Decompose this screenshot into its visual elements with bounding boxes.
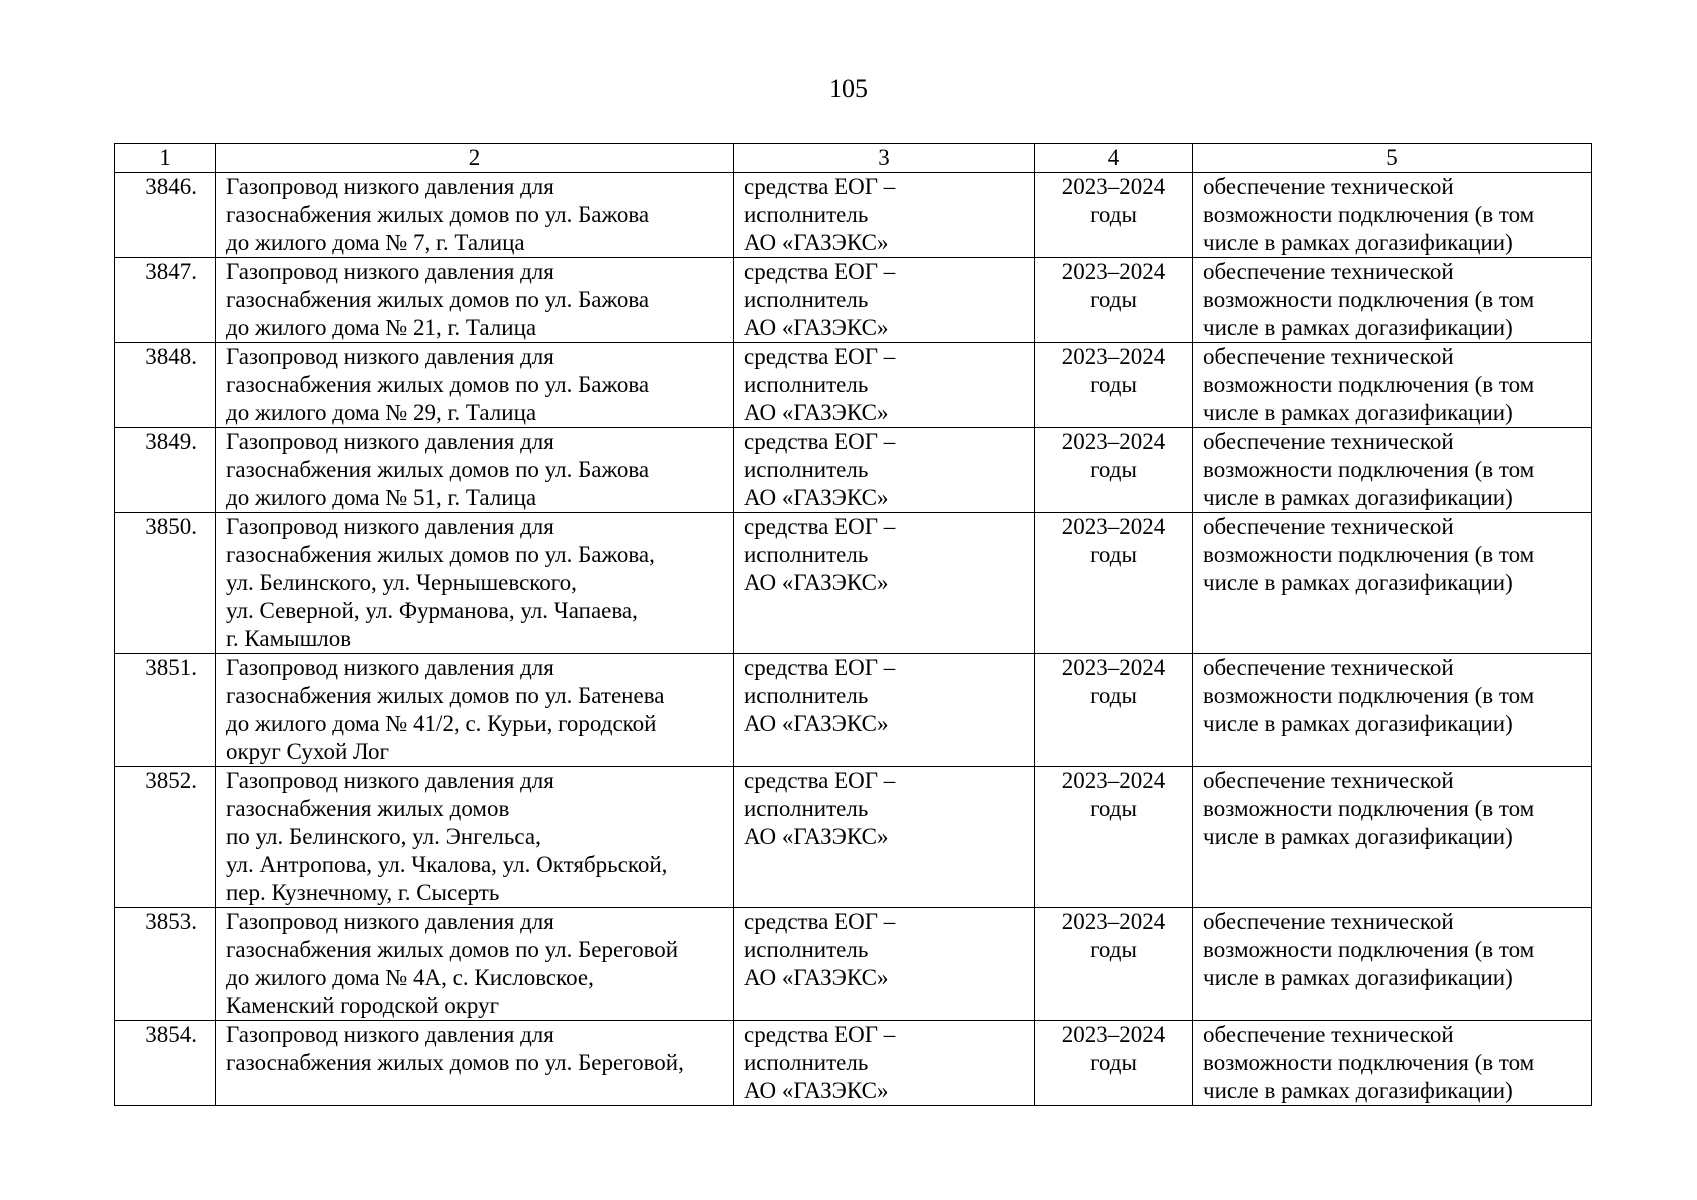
page-number: 105 xyxy=(829,74,868,103)
purpose-line: возможности подключения (в том xyxy=(1203,1050,1535,1075)
purpose-cell xyxy=(1193,767,1592,908)
description-line: газоснабжения жилых домов по ул. Бажова xyxy=(226,287,650,312)
purpose-line: числе в рамках догазификации) xyxy=(1203,230,1513,255)
funding-source-line: АО «ГАЗЭКС» xyxy=(744,230,889,255)
implementation-period-cell xyxy=(1035,343,1193,428)
funding-source-line: средства ЕОГ – xyxy=(744,429,896,454)
table-row xyxy=(115,343,1592,428)
period-line: 2023–2024 xyxy=(1061,259,1166,284)
period-line: 2023–2024 xyxy=(1061,909,1166,934)
funding-source-line: АО «ГАЗЭКС» xyxy=(744,400,889,425)
funding-source-line: средства ЕОГ – xyxy=(744,1022,896,1047)
implementation-period-cell xyxy=(1035,1021,1193,1106)
funding-source-cell xyxy=(734,908,1035,1021)
funding-source-line: исполнитель xyxy=(744,683,869,708)
purpose-line: числе в рамках догазификации) xyxy=(1203,570,1513,595)
funding-source-line: исполнитель xyxy=(744,202,869,227)
implementation-period-cell xyxy=(1035,513,1193,654)
period-line: 2023–2024 xyxy=(1061,1022,1166,1047)
table-row xyxy=(115,1021,1592,1106)
implementation-period-cell xyxy=(1035,654,1193,767)
purpose-line: числе в рамках догазификации) xyxy=(1203,711,1513,736)
period-line: годы xyxy=(1090,1050,1137,1075)
funding-source-cell xyxy=(734,1021,1035,1106)
table-header xyxy=(115,144,1592,173)
description-line: газоснабжения жилых домов по ул. Бажова xyxy=(226,202,650,227)
funding-source-line: исполнитель xyxy=(744,372,869,397)
funding-source-line: исполнитель xyxy=(744,937,869,962)
period-line: годы xyxy=(1090,937,1137,962)
description-line: Газопровод низкого давления для xyxy=(226,259,554,284)
purpose-line: обеспечение технической xyxy=(1203,909,1454,934)
purpose-line: обеспечение технической xyxy=(1203,514,1454,539)
object-description-cell xyxy=(216,343,734,428)
funding-source-line: АО «ГАЗЭКС» xyxy=(744,315,889,340)
purpose-line: обеспечение технической xyxy=(1203,429,1454,454)
funding-source-line: средства ЕОГ – xyxy=(744,514,896,539)
funding-source-line: исполнитель xyxy=(744,1050,869,1075)
description-line: Газопровод низкого давления для xyxy=(226,344,554,369)
purpose-line: обеспечение технической xyxy=(1203,655,1454,680)
funding-source-line: АО «ГАЗЭКС» xyxy=(744,965,889,990)
description-line: Газопровод низкого давления для xyxy=(226,429,554,454)
description-line: до жилого дома № 41/2, с. Курьи, городской xyxy=(226,711,657,736)
period-line: годы xyxy=(1090,202,1137,227)
table-row xyxy=(115,173,1592,258)
gas-pipeline-table xyxy=(114,143,1592,1106)
description-line: по ул. Белинского, ул. Энгельса, xyxy=(226,824,541,849)
object-description-cell xyxy=(216,1021,734,1106)
period-line: 2023–2024 xyxy=(1061,655,1166,680)
table-row xyxy=(115,258,1592,343)
implementation-period-cell xyxy=(1035,258,1193,343)
description-line: округ Сухой Лог xyxy=(226,739,389,764)
purpose-line: обеспечение технической xyxy=(1203,259,1454,284)
purpose-line: числе в рамках догазификации) xyxy=(1203,824,1513,849)
row-number-cell: 3851. xyxy=(115,654,216,767)
header-row xyxy=(115,144,1592,173)
object-description-cell xyxy=(216,908,734,1021)
purpose-cell xyxy=(1193,258,1592,343)
funding-source-line: исполнитель xyxy=(744,287,869,312)
row-number-cell: 3846. xyxy=(115,173,216,258)
period-line: годы xyxy=(1090,457,1137,482)
funding-source-line: АО «ГАЗЭКС» xyxy=(744,1078,889,1103)
funding-source-line: АО «ГАЗЭКС» xyxy=(744,711,889,736)
description-line: пер. Кузнечному, г. Сысерть xyxy=(226,880,500,905)
row-number-cell: 3849. xyxy=(115,428,216,513)
description-line: до жилого дома № 21, г. Талица xyxy=(226,315,537,340)
column-header-5: 5 xyxy=(1193,144,1592,173)
funding-source-line: средства ЕОГ – xyxy=(744,259,896,284)
purpose-line: обеспечение технической xyxy=(1203,768,1454,793)
description-line: ул. Антропова, ул. Чкалова, ул. Октябрьской, xyxy=(226,852,668,877)
description-line: газоснабжения жилых домов по ул. Бажова xyxy=(226,372,650,397)
description-line: ул. Белинского, ул. Чернышевского, xyxy=(226,570,577,595)
funding-source-cell xyxy=(734,513,1035,654)
description-line: Газопровод низкого давления для xyxy=(226,174,554,199)
purpose-line: числе в рамках догазификации) xyxy=(1203,400,1513,425)
purpose-cell xyxy=(1193,1021,1592,1106)
implementation-period-cell xyxy=(1035,767,1193,908)
purpose-line: обеспечение технической xyxy=(1203,1022,1454,1047)
row-number-cell: 3847. xyxy=(115,258,216,343)
description-line: г. Камышлов xyxy=(226,626,352,651)
table-row xyxy=(115,654,1592,767)
funding-source-line: АО «ГАЗЭКС» xyxy=(744,824,889,849)
period-line: годы xyxy=(1090,683,1137,708)
row-number-cell: 3852. xyxy=(115,767,216,908)
funding-source-line: исполнитель xyxy=(744,542,869,567)
description-line: Газопровод низкого давления для xyxy=(226,655,554,680)
description-line: Газопровод низкого давления для xyxy=(226,1022,554,1047)
purpose-line: возможности подключения (в том xyxy=(1203,937,1535,962)
row-number-cell: 3850. xyxy=(115,513,216,654)
description-line: газоснабжения жилых домов по ул. Бажова xyxy=(226,457,650,482)
implementation-period-cell xyxy=(1035,908,1193,1021)
funding-source-cell xyxy=(734,343,1035,428)
description-line: Газопровод низкого давления для xyxy=(226,909,554,934)
implementation-period-cell xyxy=(1035,173,1193,258)
funding-source-line: АО «ГАЗЭКС» xyxy=(744,570,889,595)
description-line: газоснабжения жилых домов по ул. Бажова, xyxy=(226,542,655,567)
row-number-cell: 3853. xyxy=(115,908,216,1021)
funding-source-line: средства ЕОГ – xyxy=(744,909,896,934)
column-header-4: 4 xyxy=(1035,144,1193,173)
description-line: газоснабжения жилых домов по ул. Батенева xyxy=(226,683,665,708)
purpose-cell xyxy=(1193,343,1592,428)
description-line: до жилого дома № 7, г. Талица xyxy=(226,230,525,255)
column-header-2: 2 xyxy=(216,144,734,173)
description-line: газоснабжения жилых домов по ул. Береговой, xyxy=(226,1050,684,1075)
implementation-period-cell xyxy=(1035,428,1193,513)
object-description-cell xyxy=(216,173,734,258)
purpose-line: возможности подключения (в том xyxy=(1203,372,1535,397)
purpose-line: числе в рамках догазификации) xyxy=(1203,485,1513,510)
description-line: газоснабжения жилых домов xyxy=(226,796,510,821)
description-line: газоснабжения жилых домов по ул. Береговой xyxy=(226,937,679,962)
object-description-cell xyxy=(216,513,734,654)
purpose-line: возможности подключения (в том xyxy=(1203,796,1535,821)
funding-source-line: исполнитель xyxy=(744,457,869,482)
period-line: 2023–2024 xyxy=(1061,514,1166,539)
object-description-cell xyxy=(216,258,734,343)
purpose-cell xyxy=(1193,654,1592,767)
purpose-cell xyxy=(1193,908,1592,1021)
period-line: годы xyxy=(1090,542,1137,567)
purpose-line: числе в рамках догазификации) xyxy=(1203,1078,1513,1103)
funding-source-cell xyxy=(734,654,1035,767)
funding-source-cell xyxy=(734,767,1035,908)
description-line: Газопровод низкого давления для xyxy=(226,514,554,539)
purpose-line: обеспечение технической xyxy=(1203,174,1454,199)
description-line: до жилого дома № 51, г. Талица xyxy=(226,485,537,510)
description-line: Каменский городской округ xyxy=(226,993,500,1018)
funding-source-line: средства ЕОГ – xyxy=(744,174,896,199)
purpose-line: возможности подключения (в том xyxy=(1203,683,1535,708)
column-header-3: 3 xyxy=(734,144,1035,173)
description-line: Газопровод низкого давления для xyxy=(226,768,554,793)
object-description-cell xyxy=(216,767,734,908)
description-line: ул. Северной, ул. Фурманова, ул. Чапаева, xyxy=(226,598,638,623)
table-row xyxy=(115,513,1592,654)
funding-source-line: средства ЕОГ – xyxy=(744,768,896,793)
object-description-cell xyxy=(216,428,734,513)
funding-source-cell xyxy=(734,428,1035,513)
purpose-line: возможности подключения (в том xyxy=(1203,287,1535,312)
period-line: 2023–2024 xyxy=(1061,344,1166,369)
table-body xyxy=(115,173,1592,1106)
table-row xyxy=(115,428,1592,513)
description-line: до жилого дома № 29, г. Талица xyxy=(226,400,537,425)
funding-source-cell xyxy=(734,258,1035,343)
row-number-cell: 3848. xyxy=(115,343,216,428)
purpose-line: возможности подключения (в том xyxy=(1203,457,1535,482)
purpose-cell xyxy=(1193,513,1592,654)
column-header-1: 1 xyxy=(115,144,216,173)
funding-source-line: средства ЕОГ – xyxy=(744,344,896,369)
purpose-line: числе в рамках догазификации) xyxy=(1203,315,1513,340)
period-line: 2023–2024 xyxy=(1061,174,1166,199)
table-row xyxy=(115,767,1592,908)
row-number-cell: 3854. xyxy=(115,1021,216,1106)
funding-source-line: исполнитель xyxy=(744,796,869,821)
period-line: 2023–2024 xyxy=(1061,429,1166,454)
description-line: до жилого дома № 4А, с. Кисловское, xyxy=(226,965,594,990)
purpose-line: числе в рамках догазификации) xyxy=(1203,965,1513,990)
purpose-cell xyxy=(1193,173,1592,258)
table-row xyxy=(115,908,1592,1021)
purpose-line: возможности подключения (в том xyxy=(1203,542,1535,567)
period-line: годы xyxy=(1090,287,1137,312)
purpose-cell xyxy=(1193,428,1592,513)
period-line: годы xyxy=(1090,372,1137,397)
funding-source-line: средства ЕОГ – xyxy=(744,655,896,680)
funding-source-line: АО «ГАЗЭКС» xyxy=(744,485,889,510)
purpose-line: возможности подключения (в том xyxy=(1203,202,1535,227)
object-description-cell xyxy=(216,654,734,767)
period-line: 2023–2024 xyxy=(1061,768,1166,793)
funding-source-cell xyxy=(734,173,1035,258)
period-line: годы xyxy=(1090,796,1137,821)
purpose-line: обеспечение технической xyxy=(1203,344,1454,369)
